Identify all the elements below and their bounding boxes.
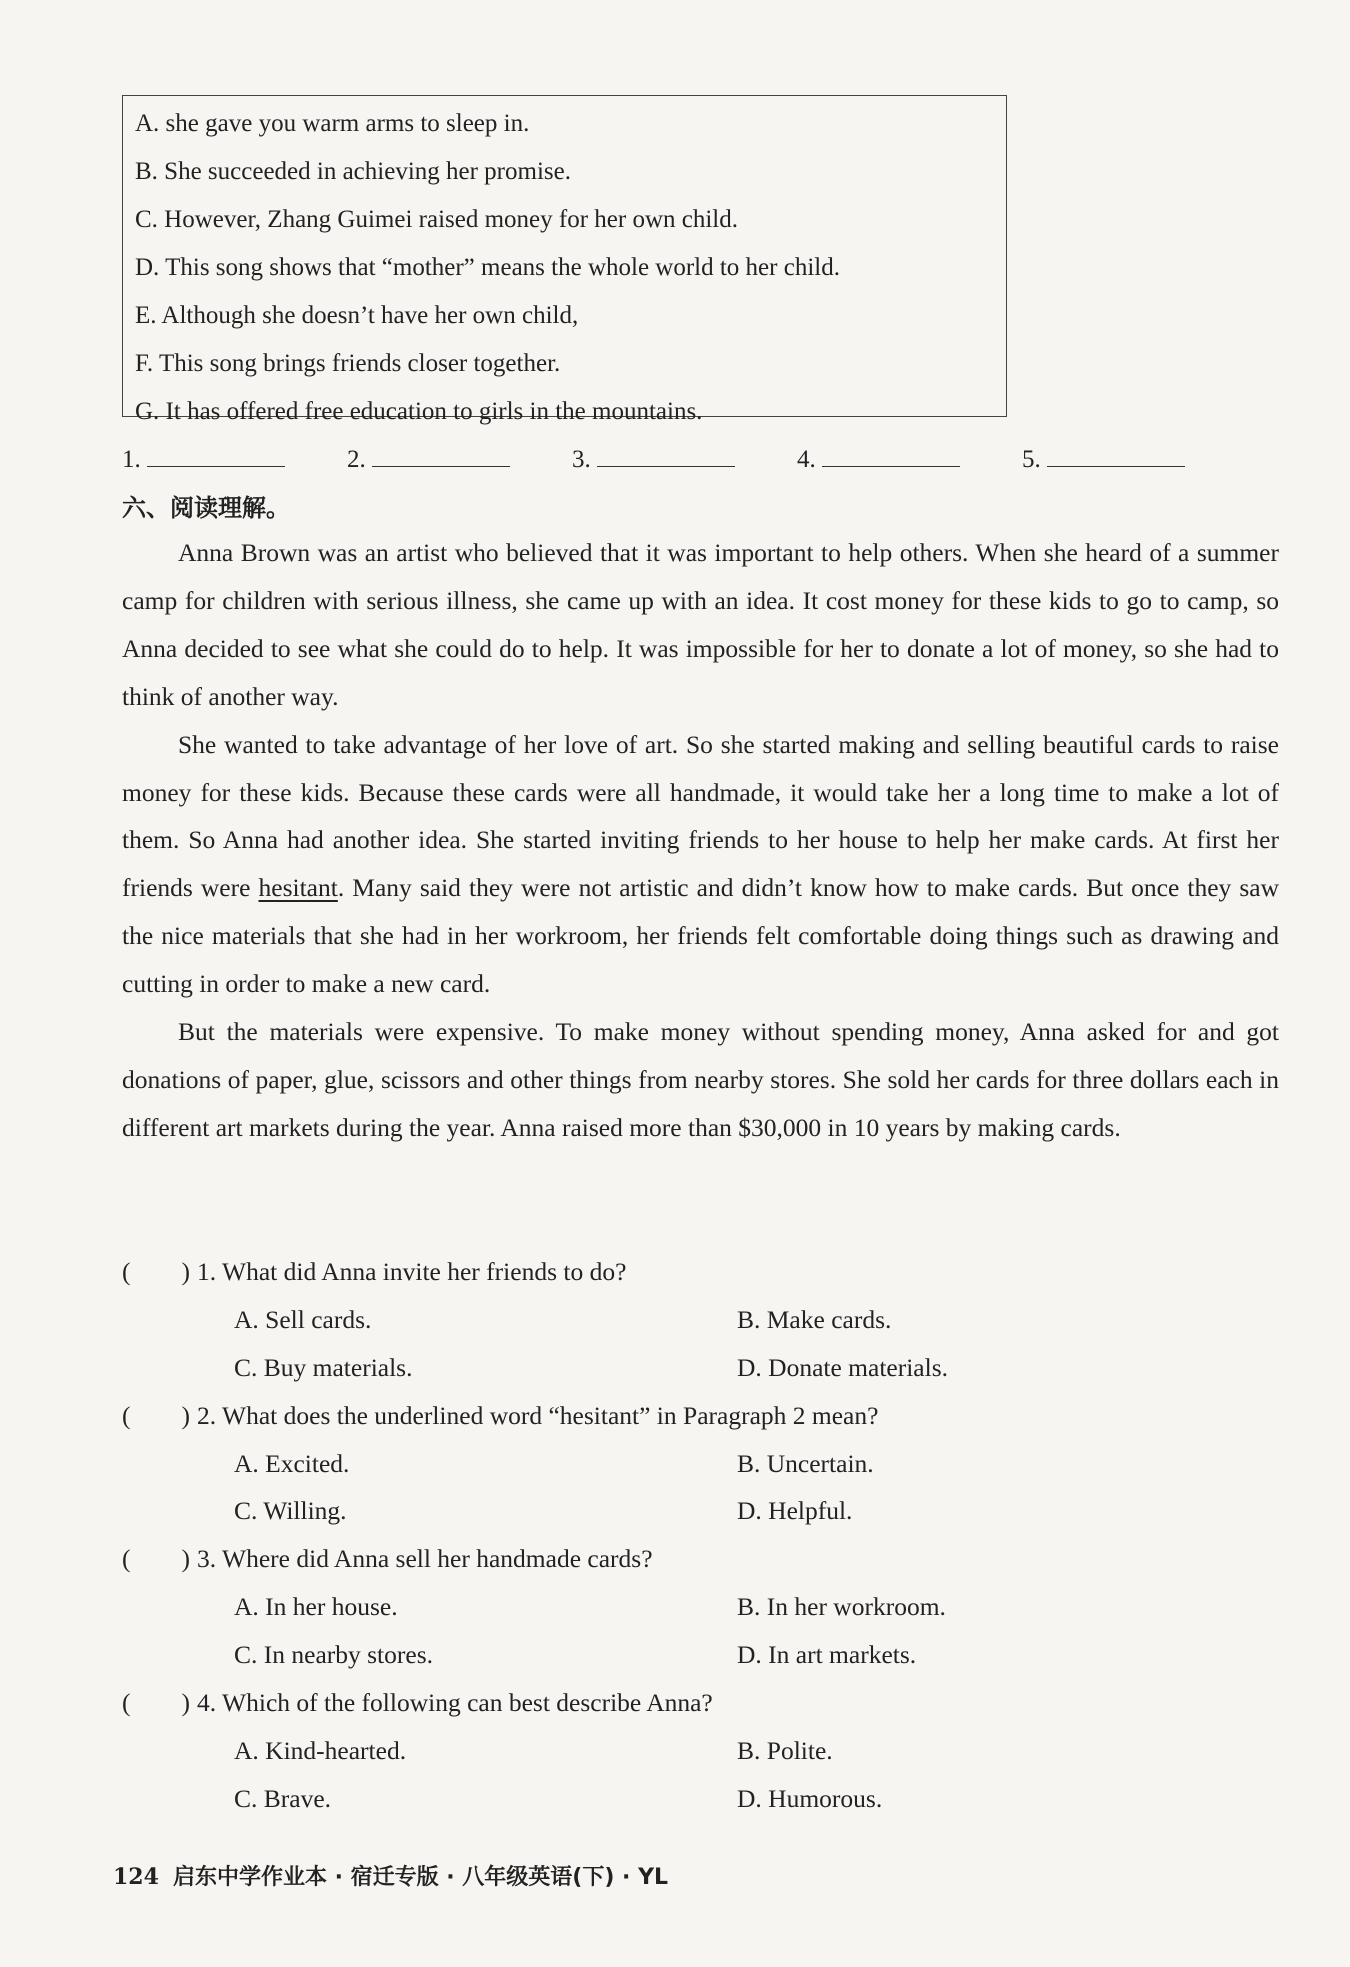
choice-a: A. Kind-hearted. xyxy=(234,1735,407,1765)
blank-line xyxy=(1047,440,1185,467)
choice-d: D. Humorous. xyxy=(737,1783,883,1813)
option-g: G. It has offered free education to girls in the mountains. xyxy=(135,398,703,425)
question-3 xyxy=(122,1535,1282,1679)
answer-paren[interactable]: ( ) xyxy=(122,1257,190,1286)
choice-d: D. In art markets. xyxy=(737,1640,917,1670)
choice-d: D. Donate materials. xyxy=(737,1352,949,1382)
paragraph-2: She wanted to take advantage of her love of art. So she started making and selling beautiful cards to raise money for these kids. Because these cards were all handmade, it would take her a long time to make a lot of them. So Anna had another idea. She started inviting friends to her house to help her make cards. At first her friends were hesitant. Many said they were not artistic and didn’t know how to make cards. But once they saw the nice materials that she had in her workroom, her friends felt comfortable doing things such as drawing and cutting in order to make a new card. xyxy=(122,729,1279,999)
choice-b: B. Uncertain. xyxy=(737,1448,874,1478)
question-list xyxy=(122,1248,1282,1823)
choice-c: C. Brave. xyxy=(234,1783,332,1813)
option-b: B. She succeeded in achieving her promise. xyxy=(135,158,571,185)
question-text: 2. What does the underlined word “hesitant” in Paragraph 2 mean? xyxy=(197,1400,879,1430)
answer-paren[interactable]: ( ) xyxy=(122,1688,190,1718)
choice-b: B. Make cards. xyxy=(737,1304,892,1334)
option-f: F. This song brings friends closer together. xyxy=(135,350,561,377)
reading-passage xyxy=(122,529,1279,1152)
answer-blank-5[interactable]: 5. xyxy=(1022,440,1185,474)
footer-text: 启东中学作业本 · 宿迁专版 · 八年级英语(下) · YL xyxy=(172,1865,669,1890)
answer-blank-1[interactable]: 1. xyxy=(122,440,285,474)
choice-c: C. Willing. xyxy=(234,1496,347,1526)
option-e: E. Although she doesn’t have her own child, xyxy=(135,302,579,329)
choice-c: C. Buy materials. xyxy=(234,1352,413,1382)
paragraph-3: But the materials were expensive. To make money without spending money, Anna asked for and got donations of paper, glue, scissors and other things from nearby stores. She sold her cards for three dollars each in different art markets during the year. Anna raised more than $30,000 in 10 years by making cards. xyxy=(122,1017,1279,1142)
section-title: 六、阅读理解。 xyxy=(122,494,290,522)
choice-a: A. Sell cards. xyxy=(234,1304,372,1334)
answer-blank-3[interactable]: 3. xyxy=(572,440,735,474)
question-text: 4. Which of the following can best describe Anna? xyxy=(197,1688,713,1718)
question-2 xyxy=(122,1392,1282,1536)
page-footer xyxy=(113,1860,668,1891)
blank-line xyxy=(372,440,510,467)
answer-blanks xyxy=(122,440,1222,480)
option-c: C. However, Zhang Guimei raised money for her own child. xyxy=(135,206,739,233)
choice-b: B. In her workroom. xyxy=(737,1592,946,1622)
blank-line xyxy=(822,440,960,467)
answer-paren[interactable]: ( ) xyxy=(122,1400,190,1430)
answer-blank-2[interactable]: 2. xyxy=(347,440,510,474)
underlined-word: hesitant xyxy=(258,873,338,903)
blank-line xyxy=(597,440,735,467)
answer-blank-4[interactable]: 4. xyxy=(797,440,960,474)
choice-a: A. In her house. xyxy=(234,1592,398,1622)
option-d: D. This song shows that “mother” means the whole world to her child. xyxy=(135,254,840,281)
choice-b: B. Polite. xyxy=(737,1735,833,1765)
answer-paren[interactable]: ( ) xyxy=(122,1544,190,1574)
page-number: 124 xyxy=(113,1864,159,1890)
option-a: A. she gave you warm arms to sleep in. xyxy=(135,110,530,137)
question-1 xyxy=(122,1248,1282,1392)
choice-a: A. Excited. xyxy=(234,1448,350,1478)
choice-d: D. Helpful. xyxy=(737,1496,853,1526)
paragraph-1: Anna Brown was an artist who believed that it was important to help others. When she heard of a summer camp for children with serious illness, she came up with an idea. It cost money for these kids to go to camp, so Anna decided to see what she could do to help. It was impossible for her to donate a lot of money, so she had to think of another way. xyxy=(122,538,1279,711)
choice-c: C. In nearby stores. xyxy=(234,1640,433,1670)
question-4 xyxy=(122,1679,1282,1823)
question-text: 3. Where did Anna sell her handmade cards? xyxy=(197,1544,653,1574)
blank-line xyxy=(147,440,285,467)
question-text: 1. What did Anna invite her friends to do? xyxy=(197,1257,627,1286)
options-box xyxy=(122,95,1007,425)
